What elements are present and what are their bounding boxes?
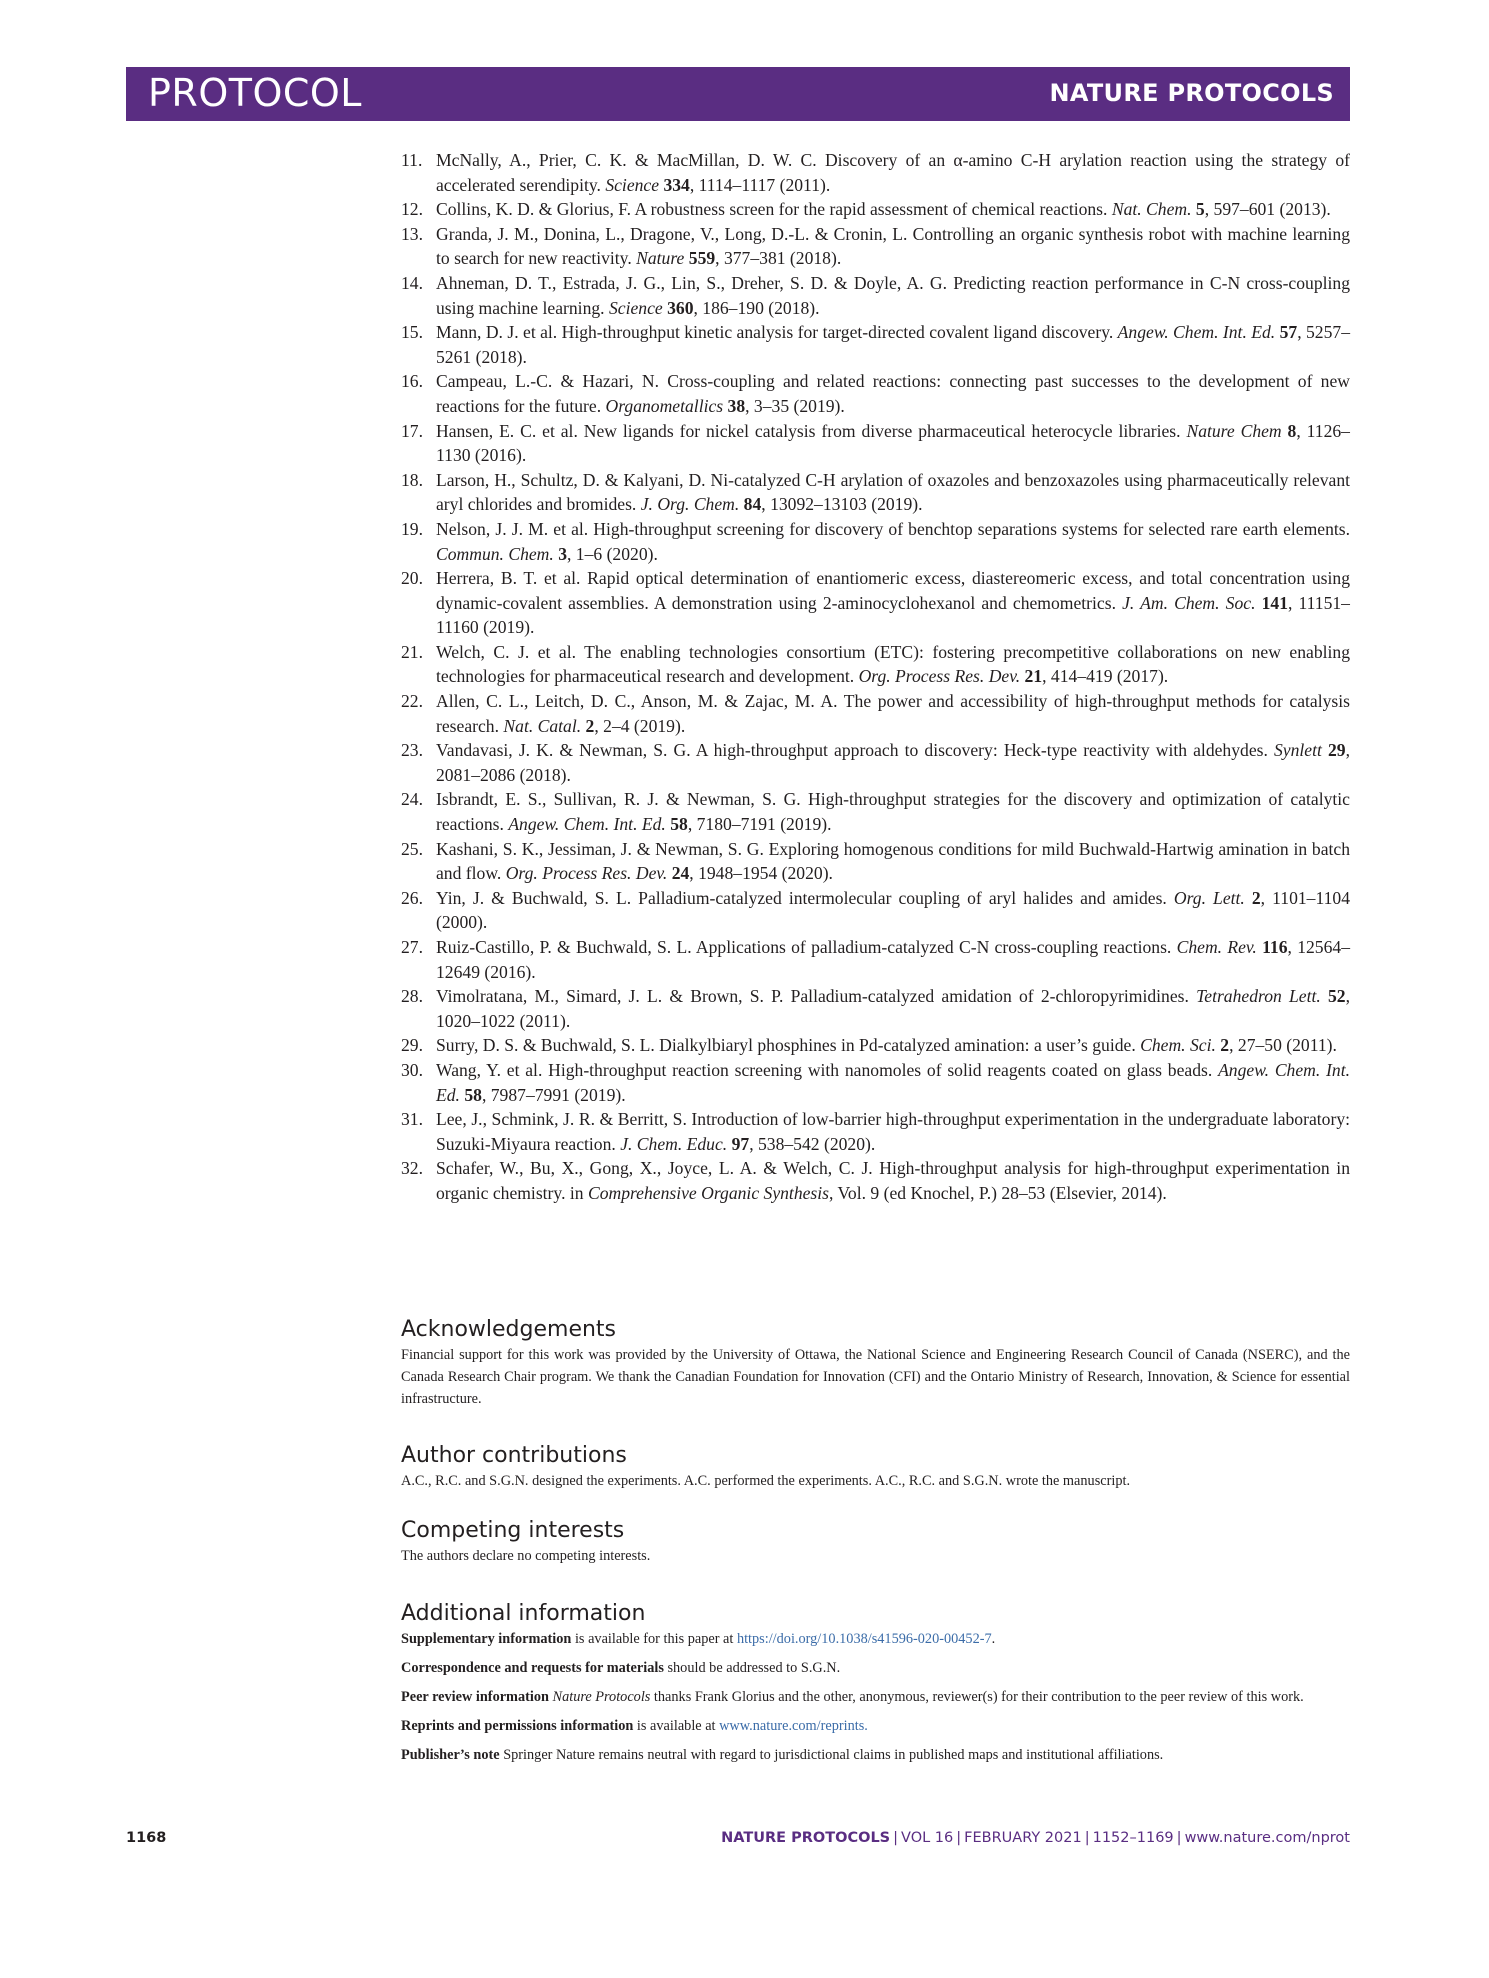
reference-number: 18. bbox=[401, 469, 423, 490]
acknowledgements-section bbox=[401, 1316, 1350, 1410]
reference-text: , 1948–1954 (2020). bbox=[689, 863, 833, 884]
reference-number: 15. bbox=[401, 322, 423, 343]
reference-journal: J. Chem. Educ. bbox=[620, 1133, 728, 1154]
reference-item bbox=[401, 197, 1350, 222]
competing-interests-heading: Competing interests bbox=[401, 1518, 625, 1543]
reference-text: , 597–601 (2013). bbox=[1204, 199, 1331, 220]
reference-text: , 7180–7191 (2019). bbox=[687, 814, 832, 835]
reference-journal: Nature bbox=[636, 248, 685, 269]
reference-item bbox=[401, 935, 1350, 984]
reference-journal: Science bbox=[608, 297, 663, 318]
reference-journal: Science bbox=[605, 174, 660, 195]
reference-journal: Angew. Chem. Int. Ed. bbox=[1117, 322, 1276, 343]
reference-item bbox=[401, 369, 1350, 418]
reference-volume: 97 bbox=[731, 1133, 750, 1154]
reprints-link[interactable]: www.nature.com/reprints. bbox=[719, 1718, 868, 1734]
reference-item bbox=[401, 1107, 1350, 1156]
reference-volume: 360 bbox=[667, 297, 694, 318]
reference-text: , 11151–11160 (2019). bbox=[436, 592, 1350, 638]
section-label: PROTOCOL bbox=[148, 71, 362, 115]
reference-text: Ruiz-Castillo, P. & Buchwald, S. L. Applications of palladium-catalyzed C-N cross-coupling reactions. bbox=[436, 937, 1177, 957]
reference-text: Kashani, S. K., Jessiman, J. & Newman, S. G. Exploring homogenous conditions for mild Buchwald-Hartwig amination in batch and flow. bbox=[436, 838, 1350, 884]
journal-name: NATURE PROTOCOLS bbox=[1049, 79, 1334, 107]
reference-text: Yin, J. & Buchwald, S. L. Palladium-catalyzed intermolecular coupling of aryl halides and amides. bbox=[436, 887, 1174, 908]
competing-interests-text: The authors declare no competing interests. bbox=[401, 1548, 651, 1564]
reference-number: 14. bbox=[401, 272, 423, 293]
reference-text: , 186–190 (2018). bbox=[693, 297, 820, 318]
page-header-bar bbox=[126, 67, 1350, 121]
reference-number: 12. bbox=[401, 199, 423, 220]
reference-text: Granda, J. M., Donina, L., Dragone, V., Long, D.-L. & Cronin, L. Controlling an organic synthesis robot with machine learning to search for new reactivity. bbox=[436, 223, 1350, 269]
reference-number: 13. bbox=[401, 223, 423, 244]
acknowledgements-text: Financial support for this work was provided by the University of Ottawa, the National Science and Engineering Research Council of Canada (NSERC), and the Canada Research Chair program. We thank the Canadian Foundation for Innovation (CFI) and the Ontario Ministry of Research, Innovation, & Science for essential infrastructure. bbox=[401, 1347, 1350, 1407]
reference-journal: Synlett bbox=[1273, 740, 1322, 761]
reference-item bbox=[401, 1033, 1350, 1058]
reference-volume: 2 bbox=[585, 715, 595, 736]
reference-journal: J. Org. Chem. bbox=[640, 494, 740, 515]
reference-text: , 27–50 (2011). bbox=[1229, 1035, 1337, 1056]
reference-number: 28. bbox=[401, 986, 423, 1007]
footer-citation: NATURE PROTOCOLS | VOL 16 | FEBRUARY 2021 | 1152–1169 | www.nature.com/nprot bbox=[721, 1830, 1350, 1846]
reference-text: , 414–419 (2017). bbox=[1042, 666, 1169, 687]
reference-item bbox=[401, 419, 1350, 468]
reference-item bbox=[401, 320, 1350, 369]
reference-text: , 538–542 (2020). bbox=[749, 1133, 876, 1154]
reference-journal: Nature Chem bbox=[1186, 420, 1282, 441]
reference-journal: Comprehensive Organic Synthesis bbox=[587, 1182, 830, 1203]
reference-number: 31. bbox=[401, 1109, 423, 1130]
reference-item bbox=[401, 886, 1350, 935]
reference-volume: 52 bbox=[1328, 986, 1346, 1007]
reference-text: , 2–4 (2019). bbox=[594, 715, 686, 736]
reference-number: 26. bbox=[401, 887, 423, 908]
reference-text: Collins, K. D. & Glorius, F. A robustness screen for the rapid assessment of chemical reactions. bbox=[436, 199, 1112, 220]
reference-journal: Commun. Chem. bbox=[436, 543, 554, 564]
footer-url[interactable]: www.nature.com/nprot bbox=[1184, 1830, 1350, 1846]
author-contributions-text: A.C., R.C. and S.G.N. designed the experiments. A.C. performed the experiments. A.C., R.C. and S.G.N. wrote the manuscript. bbox=[401, 1473, 1131, 1489]
reference-text bbox=[1321, 986, 1328, 1006]
author-contributions-heading: Author contributions bbox=[401, 1443, 627, 1468]
reference-volume: 57 bbox=[1279, 322, 1298, 343]
reference-journal: Nat. Catal. bbox=[503, 715, 582, 736]
supplementary-information: Supplementary information is available for this paper at https://doi.org/10.1038/s41596-020-00452-7. bbox=[401, 1631, 996, 1647]
additional-information-section bbox=[401, 1600, 1350, 1773]
reference-number: 32. bbox=[401, 1158, 423, 1179]
reference-text: Welch, C. J. et al. The enabling technologies consortium (ETC): fostering precompetitive collaborations on new enabling technologies for pharmaceutical research and development. bbox=[436, 641, 1350, 687]
reference-text: , 5257–5261 (2018). bbox=[436, 322, 1350, 367]
reference-journal: Org. Process Res. Dev. bbox=[858, 666, 1021, 687]
reprints-info: Reprints and permissions information is available at www.nature.com/reprints. bbox=[401, 1718, 868, 1734]
reference-text: Schafer, W., Bu, X., Gong, X., Joyce, L. A. & Welch, C. J. High-throughput analysis for high-throughput experimentation in organic chemistry. in bbox=[436, 1158, 1350, 1203]
reference-item bbox=[401, 566, 1350, 640]
reference-item bbox=[401, 271, 1350, 320]
reference-text: Hansen, E. C. et al. New ligands for nickel catalysis from diverse pharmaceutical heterocycle libraries. bbox=[436, 420, 1187, 441]
reference-journal: Tetrahedron Lett. bbox=[1196, 986, 1321, 1007]
footer-volume: VOL 16 bbox=[901, 1830, 954, 1846]
reference-text: , 1020–1022 (2011). bbox=[436, 986, 1350, 1031]
peer-review-info: Peer review information Nature Protocols thanks Frank Glorius and the other, anonymous, reviewer(s) for their contribution to the peer review of this work. bbox=[401, 1689, 1304, 1705]
reference-text: Larson, H., Schultz, D. & Kalyani, D. Ni-catalyzed C-H arylation of oxazoles and benzoxazoles using pharmaceutically relevant aryl chlorides and bromides. bbox=[436, 469, 1350, 515]
reference-text: Isbrandt, E. S., Sullivan, R. J. & Newman, S. G. High-throughput strategies for the discovery and optimization of catalytic reactions. bbox=[436, 789, 1350, 835]
reference-number: 16. bbox=[401, 371, 423, 392]
reference-volume: 5 bbox=[1195, 199, 1205, 220]
reference-text: Vandavasi, J. K. & Newman, S. G. A high-throughput approach to discovery: Heck-type reactivity with aldehydes. bbox=[436, 740, 1274, 761]
reference-number: 24. bbox=[401, 789, 423, 810]
reference-text: Ahneman, D. T., Estrada, J. G., Lin, S., Dreher, S. D. & Doyle, A. G. Predicting reaction performance in C-N cross-coupling using machine learning. bbox=[436, 272, 1350, 318]
reference-volume: 2 bbox=[1220, 1035, 1230, 1056]
reference-journal: J. Am. Chem. Soc. bbox=[1122, 592, 1256, 613]
reference-volume: 559 bbox=[688, 248, 716, 269]
reference-journal: Chem. Rev. bbox=[1176, 937, 1257, 957]
reference-text: , Vol. 9 (ed Knochel, P.) 28–53 (Elsevier, 2014). bbox=[829, 1182, 1167, 1203]
reference-number: 30. bbox=[401, 1059, 423, 1080]
reference-text: , 1114–1117 (2011). bbox=[689, 174, 831, 195]
reference-volume: 29 bbox=[1328, 740, 1346, 761]
reference-volume: 141 bbox=[1261, 592, 1288, 613]
footer-journal: NATURE PROTOCOLS bbox=[721, 1830, 891, 1846]
reference-item bbox=[401, 1156, 1350, 1205]
reference-number: 17. bbox=[401, 420, 423, 441]
reference-text: , 12564–12649 (2016). bbox=[436, 937, 1350, 982]
reference-volume: 58 bbox=[670, 814, 688, 835]
reference-journal: Angew. Chem. Int. Ed. bbox=[436, 1059, 1351, 1105]
reference-item bbox=[401, 787, 1350, 836]
page-number: 1168 bbox=[126, 1830, 167, 1846]
reference-text: Vimolratana, M., Simard, J. L. & Brown, S. P. Palladium-catalyzed amidation of 2-chloropyrimidines. bbox=[436, 986, 1197, 1007]
reference-number: 21. bbox=[401, 641, 423, 662]
correspondence-info: Correspondence and requests for materials should be addressed to S.G.N. bbox=[401, 1660, 841, 1676]
reference-volume: 84 bbox=[743, 494, 762, 515]
reprints-label: Reprints and permissions information bbox=[401, 1718, 634, 1734]
reference-text: Wang, Y. et al. High-throughput reaction screening with nanomoles of solid reagents coated on glass beads. bbox=[436, 1059, 1219, 1080]
reference-item bbox=[401, 517, 1350, 566]
reference-volume: 3 bbox=[558, 543, 567, 564]
reference-text: McNally, A., Prier, C. K. & MacMillan, D. W. C. Discovery of an α-amino C-H arylation reaction using the strategy of accelerated serendipity. bbox=[436, 150, 1350, 195]
reference-list bbox=[401, 148, 1350, 1206]
reference-text: , 2081–2086 (2018). bbox=[436, 740, 1350, 785]
reference-volume: 21 bbox=[1024, 666, 1043, 687]
footer-pages: 1152–1169 bbox=[1092, 1830, 1174, 1846]
publisher-note: Publisher’s note Springer Nature remains neutral with regard to jurisdictional claims in published maps and institutional affiliations. bbox=[401, 1747, 1164, 1763]
reference-number: 27. bbox=[401, 937, 423, 957]
reference-number: 19. bbox=[401, 518, 423, 539]
reference-volume: 8 bbox=[1287, 420, 1297, 441]
reference-item bbox=[401, 738, 1350, 787]
reference-number: 29. bbox=[401, 1035, 423, 1056]
reference-text: , 377–381 (2018). bbox=[715, 248, 842, 269]
reference-text: Nelson, J. J. M. et al. High-throughput screening for discovery of benchtop separations systems for selected rare earth elements. bbox=[436, 518, 1350, 539]
reference-number: 22. bbox=[401, 691, 423, 712]
reference-number: 25. bbox=[401, 838, 423, 859]
reference-text: Lee, J., Schmink, J. R. & Berritt, S. Introduction of low-barrier high-throughput experimentation in the undergraduate laboratory: Suzuki-Miyaura reaction. bbox=[436, 1109, 1350, 1154]
reference-volume: 334 bbox=[663, 174, 690, 195]
reference-item bbox=[401, 689, 1350, 738]
reference-journal: Org. Process Res. Dev. bbox=[505, 863, 668, 884]
reference-text: Herrera, B. T. et al. Rapid optical determination of enantiomeric excess, diastereomeric excess, and total concentration using dynamic-covalent assemblies. A demonstration using 2-aminocyclohexanol and chemometrics. bbox=[436, 568, 1350, 613]
reference-text: Campeau, L.-C. & Hazari, N. Cross-coupling and related reactions: connecting past successes to the development of new reactions for the future. bbox=[436, 371, 1350, 416]
reference-text: , 13092–13103 (2019). bbox=[761, 494, 923, 515]
correspondence-label: Correspondence and requests for materials bbox=[401, 1660, 664, 1676]
reference-item bbox=[401, 837, 1350, 886]
reference-text: , 1126–1130 (2016). bbox=[436, 420, 1350, 466]
reference-text: , 3–35 (2019). bbox=[745, 395, 845, 416]
reference-journal: Angew. Chem. Int. Ed. bbox=[508, 814, 666, 835]
doi-link[interactable]: https://doi.org/10.1038/s41596-020-00452-7 bbox=[736, 1631, 992, 1647]
footer-date: FEBRUARY 2021 bbox=[964, 1830, 1082, 1846]
reference-journal: Nat. Chem. bbox=[1111, 199, 1192, 220]
reference-volume: 24 bbox=[671, 863, 690, 884]
reference-item bbox=[401, 222, 1350, 271]
reference-item bbox=[401, 1058, 1350, 1107]
reference-text: , 1–6 (2020). bbox=[566, 543, 658, 564]
reference-text: , 1101–1104 (2000). bbox=[436, 887, 1350, 933]
supplementary-label: Supplementary information bbox=[401, 1631, 572, 1647]
acknowledgements-heading: Acknowledgements bbox=[401, 1317, 617, 1342]
reference-item bbox=[401, 640, 1350, 689]
reference-journal: Chem. Sci. bbox=[1140, 1035, 1216, 1056]
reference-number: 23. bbox=[401, 740, 423, 761]
reference-item bbox=[401, 468, 1350, 517]
peer-review-label: Peer review information bbox=[401, 1689, 549, 1705]
reference-volume: 38 bbox=[727, 395, 746, 416]
reference-journal: Org. Lett. bbox=[1173, 887, 1245, 908]
reference-volume: 2 bbox=[1251, 887, 1261, 908]
reference-number: 20. bbox=[401, 568, 423, 589]
author-contributions-section bbox=[401, 1442, 1350, 1492]
reference-number: 11. bbox=[401, 150, 423, 170]
reference-text: Allen, C. L., Leitch, D. C., Anson, M. & Zajac, M. A. The power and accessibility of high-throughput methods for catalysis research. bbox=[436, 691, 1350, 736]
reference-item bbox=[401, 984, 1350, 1033]
reference-text: , 7987–7991 (2019). bbox=[481, 1084, 626, 1105]
reference-volume: 116 bbox=[1262, 937, 1288, 957]
reference-text bbox=[1245, 888, 1252, 908]
reference-text: Surry, D. S. & Buchwald, S. L. Dialkylbiaryl phosphines in Pd-catalyzed amination: a user’s guide. bbox=[436, 1035, 1141, 1056]
competing-interests-section bbox=[401, 1517, 1350, 1567]
reference-item bbox=[401, 148, 1350, 197]
reference-volume: 58 bbox=[464, 1084, 482, 1105]
reference-journal: Organometallics bbox=[605, 395, 724, 416]
reference-text: Mann, D. J. et al. High-throughput kinetic analysis for target-directed covalent ligand discovery. bbox=[436, 322, 1118, 343]
additional-information-heading: Additional information bbox=[401, 1601, 646, 1626]
publisher-note-label: Publisher’s note bbox=[401, 1747, 500, 1763]
